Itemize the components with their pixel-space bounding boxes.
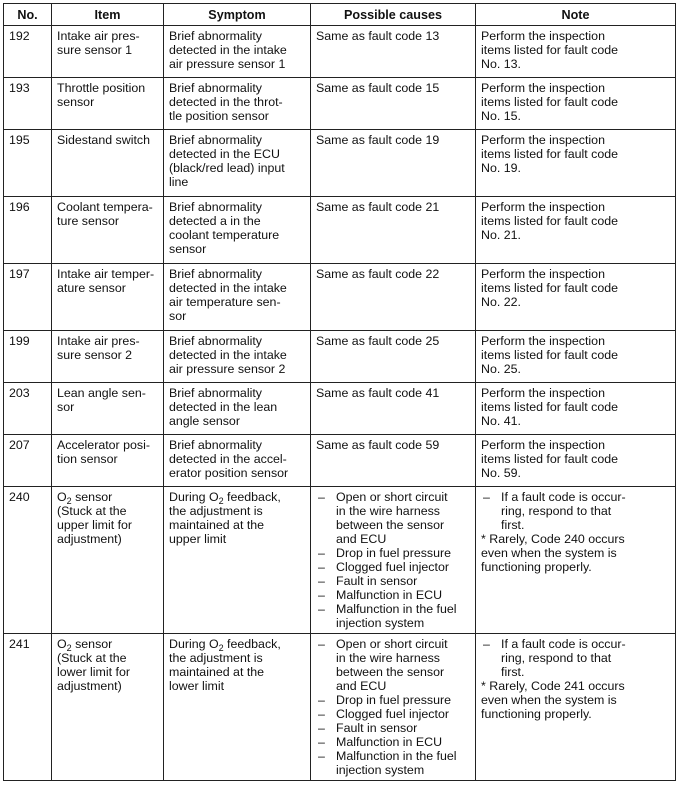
fault-code-number: 193 <box>4 78 52 130</box>
list-item <box>316 721 471 735</box>
cause-text: Malfunction in ECU <box>336 588 443 602</box>
dash-bullet: – <box>318 721 325 735</box>
note-cell: Perform the inspection items listed for fault code No. 25. <box>476 331 676 383</box>
list-item <box>316 574 471 588</box>
symptom-cell: Brief abnormality detected in the intake air pressure sensor 2 <box>164 331 311 383</box>
fault-code-number: 203 <box>4 383 52 435</box>
symptom-rest: feedback, the adjustment is maintained at the upper limit <box>169 490 281 546</box>
note-item-text: If a fault code is occur- ring, respond to that first. <box>501 637 626 679</box>
note-cell: Perform the inspection items listed for fault code No. 15. <box>476 78 676 130</box>
symptom-pre: During O <box>169 637 219 651</box>
table-row <box>4 130 676 197</box>
list-item <box>316 735 471 749</box>
item-subscript: 2 <box>66 643 72 653</box>
note-cell: Perform the inspection items listed for fault code No. 59. <box>476 435 676 487</box>
list-item <box>316 693 471 707</box>
dash-bullet: – <box>318 560 325 574</box>
table-row <box>4 197 676 264</box>
header-item: Item <box>52 4 164 26</box>
header-symptom: Symptom <box>164 4 311 26</box>
header-possible-causes: Possible causes <box>311 4 476 26</box>
possible-causes-cell <box>311 634 476 781</box>
symptom-cell: Brief abnormality detected in the ECU (black/red lead) input line <box>164 130 311 197</box>
cause-text: Malfunction in ECU <box>336 735 443 749</box>
item-cell: Intake air pres- sure sensor 2 <box>52 331 164 383</box>
note-cell: Perform the inspection items listed for fault code No. 13. <box>476 26 676 78</box>
table-row <box>4 487 676 634</box>
fault-code-number: 192 <box>4 26 52 78</box>
possible-causes-cell: Same as fault code 13 <box>311 26 476 78</box>
symptom-subscript: 2 <box>218 643 224 653</box>
symptom-cell: Brief abnormality detected in the intake air temperature sen- sor <box>164 264 311 331</box>
note-remark: * Rarely, Code 241 occurs even when the system is functioning properly. <box>481 679 625 721</box>
table-body <box>4 26 676 781</box>
dash-bullet: – <box>318 637 325 651</box>
note-remark: * Rarely, Code 240 occurs even when the system is functioning properly. <box>481 532 625 574</box>
fault-code-number: 195 <box>4 130 52 197</box>
symptom-cell: Brief abnormality detected in the accel- erator position sensor <box>164 435 311 487</box>
possible-causes-cell: Same as fault code 21 <box>311 197 476 264</box>
possible-causes-cell: Same as fault code 19 <box>311 130 476 197</box>
possible-causes-cell <box>311 487 476 634</box>
note-cell: Perform the inspection items listed for fault code No. 22. <box>476 264 676 331</box>
cause-text: Malfunction in the fuel injection system <box>336 602 457 630</box>
symptom-cell <box>164 634 311 781</box>
item-cell: Coolant tempera- ture sensor <box>52 197 164 264</box>
item-cell: Lean angle sen- sor <box>52 383 164 435</box>
list-item <box>316 588 471 602</box>
fault-code-table <box>3 3 676 781</box>
list-item <box>481 637 671 679</box>
symptom-cell: Brief abnormality detected in the lean angle sensor <box>164 383 311 435</box>
list-item <box>316 637 471 693</box>
causes-list <box>316 490 471 630</box>
note-cell <box>476 487 676 634</box>
cause-text: Fault in sensor <box>336 721 418 735</box>
symptom-cell: Brief abnormality detected a in the coolant temperature sensor <box>164 197 311 264</box>
causes-list <box>316 637 471 777</box>
table-row <box>4 435 676 487</box>
cause-text: Open or short circuit in the wire harness between the sensor and ECU <box>336 637 448 693</box>
cause-text: Clogged fuel injector <box>336 707 449 721</box>
symptom-rest: feedback, the adjustment is maintained at the lower limit <box>169 637 281 693</box>
cause-text: Drop in fuel pressure <box>336 546 452 560</box>
dash-bullet: – <box>318 735 325 749</box>
note-list <box>481 490 671 532</box>
item-main: O <box>57 637 67 651</box>
cause-text: Drop in fuel pressure <box>336 693 452 707</box>
dash-bullet: – <box>318 693 325 707</box>
note-cell <box>476 634 676 781</box>
item-cell: Intake air temper- ature sensor <box>52 264 164 331</box>
item-cell: Throttle position sensor <box>52 78 164 130</box>
dash-bullet: – <box>483 637 490 651</box>
cause-text: Fault in sensor <box>336 574 418 588</box>
fault-code-number: 240 <box>4 487 52 634</box>
fault-code-number: 207 <box>4 435 52 487</box>
item-cell: Sidestand switch <box>52 130 164 197</box>
fault-code-number: 241 <box>4 634 52 781</box>
dash-bullet: – <box>318 602 325 616</box>
dash-bullet: – <box>318 490 325 504</box>
possible-causes-cell: Same as fault code 22 <box>311 264 476 331</box>
item-cell <box>52 634 164 781</box>
possible-causes-cell: Same as fault code 59 <box>311 435 476 487</box>
item-cell: Intake air pres- sure sensor 1 <box>52 26 164 78</box>
fault-code-number: 196 <box>4 197 52 264</box>
item-cell: Accelerator posi- tion sensor <box>52 435 164 487</box>
note-cell: Perform the inspection items listed for fault code No. 41. <box>476 383 676 435</box>
item-cell <box>52 487 164 634</box>
dash-bullet: – <box>318 574 325 588</box>
table-row <box>4 78 676 130</box>
note-cell: Perform the inspection items listed for fault code No. 21. <box>476 197 676 264</box>
cause-text: Clogged fuel injector <box>336 560 449 574</box>
symptom-cell <box>164 487 311 634</box>
table-row <box>4 26 676 78</box>
note-list <box>481 637 671 679</box>
table-row <box>4 264 676 331</box>
dash-bullet: – <box>318 588 325 602</box>
list-item <box>316 560 471 574</box>
dash-bullet: – <box>483 490 490 504</box>
note-cell: Perform the inspection items listed for fault code No. 19. <box>476 130 676 197</box>
cause-text: Open or short circuit in the wire harness between the sensor and ECU <box>336 490 448 546</box>
symptom-cell: Brief abnormality detected in the throt- tle position sensor <box>164 78 311 130</box>
symptom-subscript: 2 <box>218 496 224 506</box>
item-rest: sensor (Stuck at the upper limit for adjustment) <box>57 490 133 546</box>
cause-text: Malfunction in the fuel injection system <box>336 749 457 777</box>
fault-code-number: 197 <box>4 264 52 331</box>
item-subscript: 2 <box>66 496 72 506</box>
header-no: No. <box>4 4 52 26</box>
list-item <box>316 546 471 560</box>
dash-bullet: – <box>318 546 325 560</box>
symptom-pre: During O <box>169 490 219 504</box>
fault-code-number: 199 <box>4 331 52 383</box>
possible-causes-cell: Same as fault code 41 <box>311 383 476 435</box>
possible-causes-cell: Same as fault code 25 <box>311 331 476 383</box>
note-item-text: If a fault code is occur- ring, respond to that first. <box>501 490 626 532</box>
table-row <box>4 383 676 435</box>
list-item <box>316 707 471 721</box>
list-item <box>316 602 471 630</box>
list-item <box>316 490 471 546</box>
table-row <box>4 634 676 781</box>
list-item <box>481 490 671 532</box>
symptom-cell: Brief abnormality detected in the intake air pressure sensor 1 <box>164 26 311 78</box>
table-header-row <box>4 4 676 26</box>
dash-bullet: – <box>318 707 325 721</box>
dash-bullet: – <box>318 749 325 763</box>
table-row <box>4 331 676 383</box>
header-note: Note <box>476 4 676 26</box>
item-rest: sensor (Stuck at the lower limit for adjustment) <box>57 637 130 693</box>
possible-causes-cell: Same as fault code 15 <box>311 78 476 130</box>
item-main: O <box>57 490 67 504</box>
list-item <box>316 749 471 777</box>
